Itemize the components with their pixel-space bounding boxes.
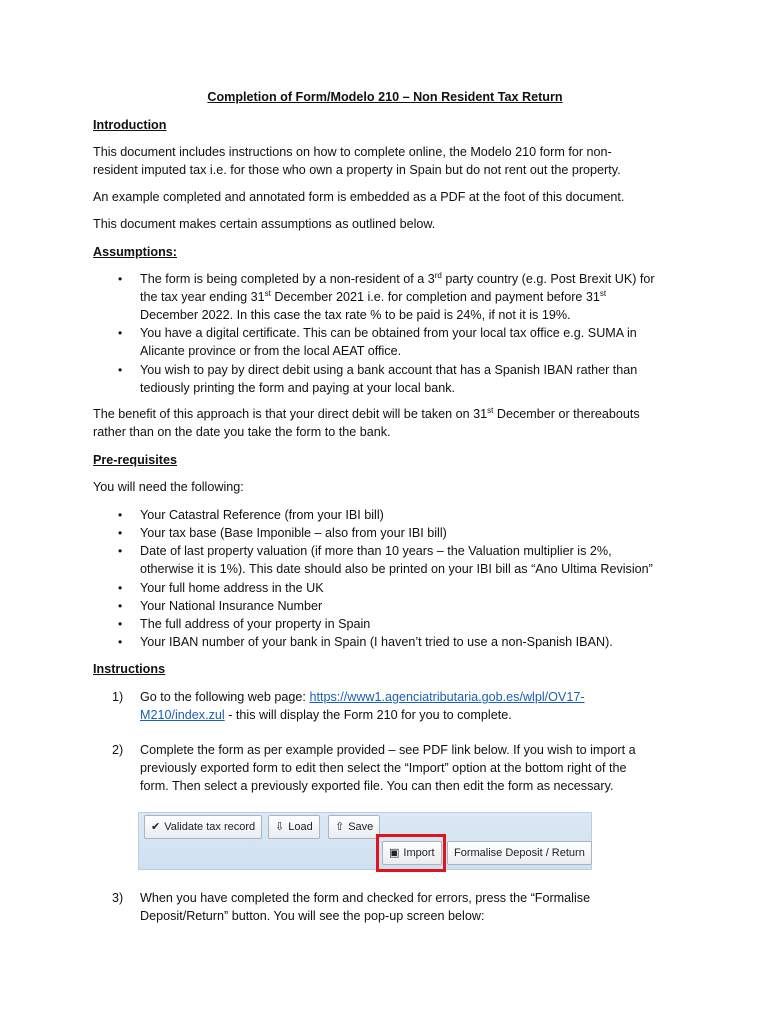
assumption-line: the tax year ending 31st December 2021 i.e. for completion and payment before 31st — [140, 288, 607, 304]
assumption-line: tediously printing the form and paying at your local bank. — [140, 381, 456, 395]
save-icon: ⇧ — [335, 821, 345, 833]
save-button[interactable]: ⇧ Save — [328, 815, 380, 839]
bullet: • — [118, 272, 123, 286]
step-1-line: Go to the following web page: https://www1.agenciatributaria.gob.es/wlpl/OV17- — [140, 690, 585, 704]
import-button[interactable]: ▣ Import — [382, 841, 442, 865]
bullet: • — [118, 599, 123, 613]
step-3-line: Deposit/Return” button. You will see the pop-up screen below: — [140, 909, 485, 923]
prereq-item: Date of last property valuation (if more than 10 years – the Valuation multiplier is 2%, — [140, 544, 612, 558]
intro-paragraph-line: This document includes instructions on how to complete online, the Modelo 210 form for non- — [93, 145, 612, 159]
step-number: 2) — [112, 743, 124, 757]
validate-tax-record-button[interactable]: ✔ Validate tax record — [144, 815, 262, 839]
bullet: • — [118, 526, 123, 540]
intro-paragraph: This document makes certain assumptions as outlined below. — [93, 217, 436, 231]
prereq-item: Your tax base (Base Imponible – also from your IBI bill) — [140, 526, 447, 540]
form-210-link-continued[interactable]: M210/index.zul — [140, 708, 225, 722]
instructions-heading: Instructions — [93, 662, 166, 676]
intro-heading: Introduction — [93, 118, 167, 132]
prereq-item: otherwise it is 1%). This date should also be printed on your IBI bill as “Ano Ultima Revision” — [140, 562, 653, 576]
import-highlight-box — [376, 834, 446, 872]
assumption-line: Alicante province or from the local AEAT office. — [140, 344, 402, 358]
intro-paragraph-line: resident imputed tax i.e. for those who own a property in Spain but do not rent out the property. — [93, 163, 621, 177]
intro-paragraph: An example completed and annotated form is embedded as a PDF at the foot of this document. — [93, 190, 625, 204]
benefit-paragraph-line: The benefit of this approach is that your direct debit will be taken on 31st December or thereabouts — [93, 405, 640, 421]
assumptions-heading: Assumptions: — [93, 245, 177, 259]
bullet: • — [118, 617, 123, 631]
bullet: • — [118, 544, 123, 558]
prereq-intro: You will need the following: — [93, 480, 244, 494]
prereq-item: Your full home address in the UK — [140, 581, 324, 595]
load-icon: ⇩ — [275, 821, 285, 833]
load-button[interactable]: ⇩ Load — [268, 815, 320, 839]
formalise-deposit-return-button[interactable]: Formalise Deposit / Return — [447, 841, 592, 865]
benefit-paragraph-line: rather than on the date you take the form to the bank. — [93, 425, 391, 439]
step-2-line: form. Then select a previously exported file. You can then edit the form as necessary. — [140, 779, 614, 793]
assumption-line: The form is being completed by a non-resident of a 3rd party country (e.g. Post Brexit UK) for — [140, 270, 655, 286]
bullet: • — [118, 363, 123, 377]
prereq-item: The full address of your property in Spain — [140, 617, 371, 631]
form-210-link[interactable]: https://www1.agenciatributaria.gob.es/wlpl/OV17- — [309, 690, 585, 704]
step-2-line: previously exported form to edit then select the “Import” option at the bottom right of the — [140, 761, 627, 775]
step-2-line: Complete the form as per example provided – see PDF link below. If you wish to import a — [140, 743, 636, 757]
step-number: 1) — [112, 690, 124, 704]
step-3-line: When you have completed the form and checked for errors, press the “Formalise — [140, 891, 591, 905]
page-title: Completion of Form/Modelo 210 – Non Resident Tax Return — [207, 90, 563, 104]
assumption-line: You have a digital certificate. This can be obtained from your local tax office e.g. SUMA in — [140, 326, 637, 340]
import-icon: ▣ — [389, 847, 400, 859]
bullet: • — [118, 635, 123, 649]
prereq-item: Your Catastral Reference (from your IBI bill) — [140, 508, 384, 522]
prereq-item: Your IBAN number of your bank in Spain (I haven’t tried to use a non-Spanish IBAN). — [140, 635, 613, 649]
bullet: • — [118, 326, 123, 340]
step-1-line: M210/index.zul - this will display the Form 210 for you to complete. — [140, 708, 512, 722]
bullet: • — [118, 581, 123, 595]
step-number: 3) — [112, 891, 124, 905]
bullet: • — [118, 508, 123, 522]
assumption-line: December 2022. In this case the tax rate % to be paid is 24%, if not it is 19%. — [140, 308, 571, 322]
prereq-heading: Pre-requisites — [93, 453, 177, 467]
assumption-line: You wish to pay by direct debit using a bank account that has a Spanish IBAN rather than — [140, 363, 638, 377]
prereq-item: Your National Insurance Number — [140, 599, 323, 613]
checkmark-icon: ✔ — [151, 821, 161, 833]
